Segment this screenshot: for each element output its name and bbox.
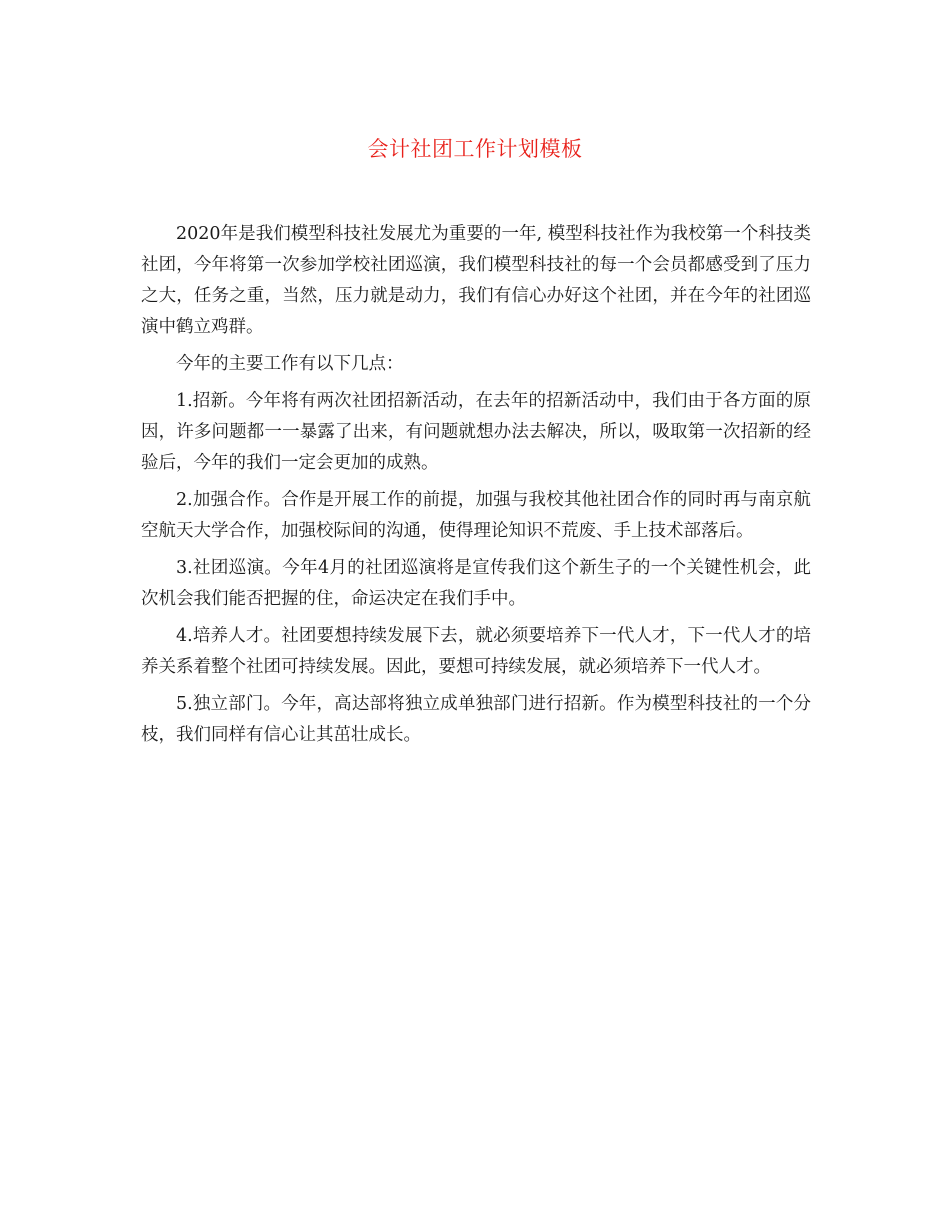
paragraph-point-4: 4.培养人才。社团要想持续发展下去，就必须要培养下一代人才，下一代人才的培养关系着整个社团可持续发展。因此，要想可持续发展，就必须培养下一代人才。 (141, 626, 811, 677)
document-title: 会计社团工作计划模板 (367, 137, 583, 161)
paragraph-point-2: 2.加强合作。合作是开展工作的前提，加强与我校其他社团合作的同时再与南京航空航天大学合作，加强校际间的沟通，使得理论知识不荒废、手上技术部落后。 (141, 490, 811, 541)
paragraph-main-points-heading: 今年的主要工作有以下几点： (176, 354, 404, 374)
paragraph-intro: 2020年是我们模型科技社发展尤为重要的一年, 模型科技社作为我校第一个科技类社团，今年将第一次参加学校社团巡演，我们模型科技社的每一个会员都感受到了压力之大，任务之重，当然，压力就是动力，我们有信心办好这个社团，并在今年的社团巡演中鹤立鸡群。 (141, 224, 811, 337)
paragraph-point-1: 1.招新。今年将有两次社团招新活动，在去年的招新活动中，我们由于各方面的原因，许多问题都一一暴露了出来，有问题就想办法去解决，所以，吸取第一次招新的经验后，今年的我们一定会更加的成熟。 (141, 391, 811, 473)
paragraph-point-3: 3.社团巡演。今年4月的社团巡演将是宣传我们这个新生子的一个关键性机会，此次机会我们能否把握的住，命运决定在我们手中。 (141, 558, 811, 609)
document-body (141, 219, 811, 757)
paragraph-point-5: 5.独立部门。今年，高达部将独立成单独部门进行招新。作为模型科技社的一个分枝，我们同样有信心让其茁壮成长。 (141, 694, 811, 745)
